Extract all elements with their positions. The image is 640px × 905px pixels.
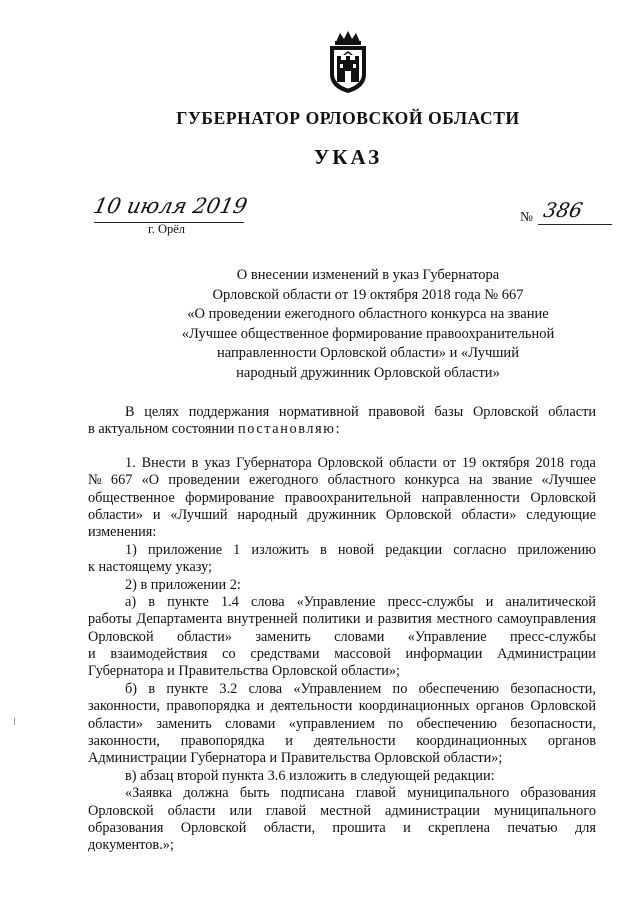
item-line: общественное формирование правоохранительной направленности Орловской [88,489,596,506]
subitem-line: законности, правопорядка и деятельности координационных органов Орловской [88,698,596,715]
preamble-line: В целях поддержания нормативной правовой базы Орловской области [125,404,596,420]
handwritten-number: 386 [541,198,585,222]
subitem-line: и взаимодействия со средствами массовой информации Администрации [88,646,596,663]
city-label: г. Орёл [148,222,186,236]
title-line: направленности Орловской области» и «Лучший [217,345,519,361]
handwritten-date: 10 июля 2019 [91,194,250,218]
subitem-line: 2) в приложении 2: [125,576,241,593]
title-line: «О проведении ежегодного областного конкурса на звание [187,306,549,322]
margin-mark [14,718,15,725]
subitem-line: области» заменить словами «управлением по обеспечению безопасности, [88,715,596,732]
subitem-line: к настоящему указу; [88,559,213,576]
preamble-text: в актуальном состоянии [88,421,238,438]
subitem-line: Администрации Губернатора и Правительства Орловской области»; [88,750,503,767]
subitem-line: законности, правопорядка и деятельности координационных органов [88,733,596,750]
quote-line: Орловской области или главой местной администрации муниципального [88,802,596,819]
item-line: 1. Внести в указ Губернатора Орловской области от 19 октября 2018 года [125,454,596,471]
title-line: народный дружинник Орловской области» [236,364,500,381]
subitem-line: Орловской области» заменить словами «Управление пресс-службы [88,628,596,645]
subitem-line: работы Департамента внутренней политики и развития местного самоуправления [88,611,596,628]
subitem-line: в) абзац второй пункта 3.6 изложить в следующей редакции: [125,767,495,784]
operative-word: постановляю: [237,421,342,438]
subitem-line: б) в пункте 3.2 слова «Управлением по обеспечению безопасности, [125,680,596,697]
quote-line: «Заявка должна быть подписана главой муниципального образования [125,785,596,802]
quote-line: документов.»; [88,837,174,854]
title-line: «Лучшее общественное формирование правоохранительной [181,325,555,342]
decree-title [120,266,616,383]
quote-line: образования Орловской области, прошита и скреплена печатью для [88,819,596,836]
item-line: области» и «Лучший народный дружинник Орловской области» следующие [88,506,596,523]
subitem-line: 1) приложение 1 изложить в новой редакции согласно приложению [125,541,596,558]
coat-of-arms-icon [322,30,374,94]
subitem-line: а) в пункте 1.4 слова «Управление пресс-службы и аналитической [125,593,596,610]
issuing-authority: ГУБЕРНАТОР ОРЛОВСКОЙ ОБЛАСТИ [176,108,520,128]
date-line [91,194,250,223]
item-line: № 667 «О проведении ежегодного областного конкурса на звание «Лучшее [88,472,596,489]
subitem-line: Губернатора и Правительства Орловской области»; [88,663,401,680]
number-line [538,198,612,225]
title-line: О внесении изменений в указ Губернатора [236,267,500,283]
title-line: Орловской области от 19 октября 2018 года № 667 [212,286,524,303]
preamble-line [88,421,596,438]
document-type: УКАЗ [313,145,383,169]
number-sign: № [520,209,533,224]
decree-body [88,404,596,855]
item-line: изменения: [88,524,157,541]
